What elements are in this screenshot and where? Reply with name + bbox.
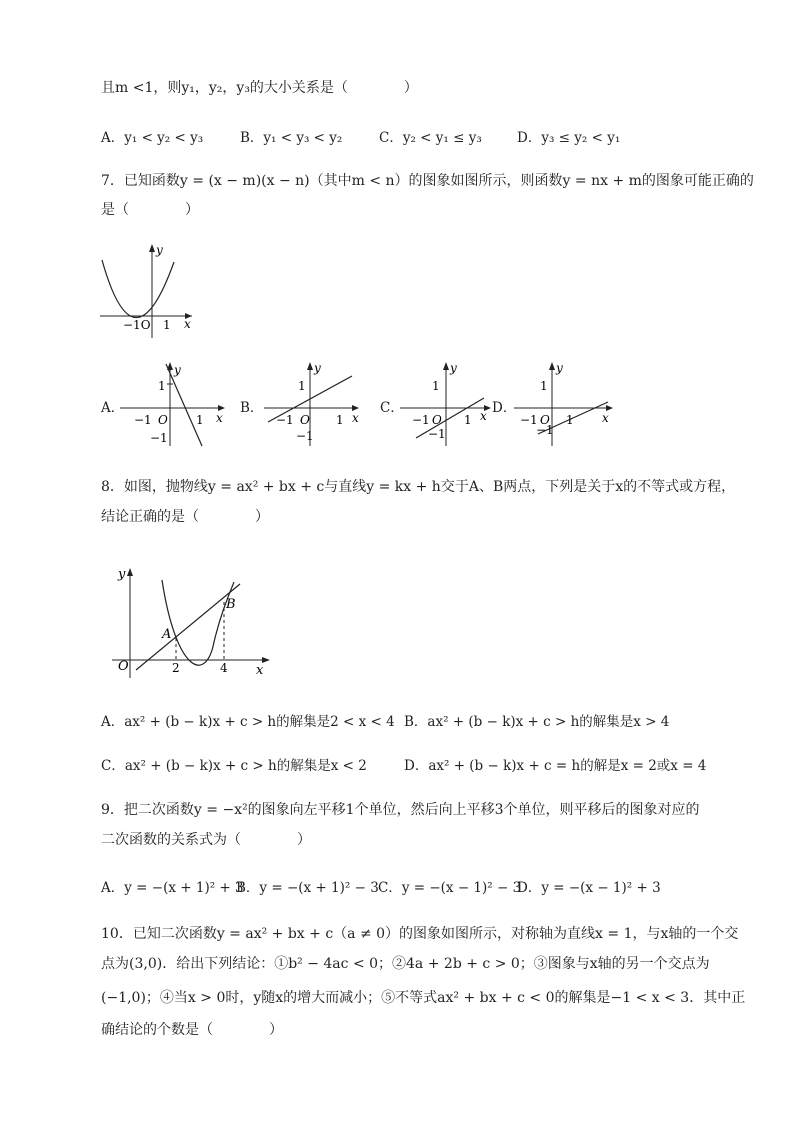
parabola-curve	[162, 580, 234, 665]
q7-option-c-letter: C．	[380, 400, 404, 416]
q7-option-d-letter: D．	[492, 400, 517, 416]
q8-option-c: C．ax² + (b − k)x + c > h的解集是x < 2	[101, 758, 367, 774]
svg-text:1: 1	[432, 379, 440, 393]
q8-stem-line2: 结论正确的是（ ）	[101, 509, 269, 525]
svg-text:1: 1	[540, 379, 548, 393]
svg-text:−1: −1	[150, 431, 168, 445]
svg-text:y: y	[450, 361, 457, 375]
svg-text:O: O	[158, 413, 168, 427]
svg-text:1: 1	[298, 379, 306, 393]
svg-text:x: x	[352, 411, 359, 425]
q7-option-a-letter: A．	[101, 400, 125, 416]
svg-text:x: x	[216, 411, 223, 425]
q9-stem-line1: 9．把二次函数y = −x²的图象向左平移1个单位，然后向上平移3个单位，则平移后的图象对应的	[101, 802, 700, 818]
svg-text:O: O	[540, 413, 550, 427]
origin-label: O	[118, 659, 129, 674]
svg-text:−1: −1	[536, 423, 554, 437]
svg-text:x: x	[602, 411, 609, 425]
q9-stem-line2: 二次函数的关系式为（ ）	[101, 832, 311, 848]
q10-line2: 点为(3,0)．给出下列结论：①b² − 4ac < 0；②4a + 2b + c > 0；③图象与x轴的另一个交点为	[101, 956, 710, 972]
q10-line3: (−1,0)；④当x > 0时，y随x的增大而减小；⑤不等式ax² + bx + c < 0的解集是−1 < x < 3．其中正	[101, 990, 746, 1006]
q8-option-d: D．ax² + (b − k)x + c = h的解是x = 2或x = 4	[404, 758, 707, 774]
svg-text:−1: −1	[134, 413, 152, 427]
svg-text:O: O	[432, 413, 442, 427]
q7-option-c-graph	[398, 358, 498, 448]
svg-text:−1: −1	[276, 413, 294, 427]
q8-figure	[110, 562, 275, 680]
q7-option-b-letter: B．	[240, 400, 264, 416]
parabola-curve	[102, 260, 174, 318]
y-label: y	[156, 243, 163, 257]
point-b-label: B	[226, 597, 236, 612]
svg-text:−1: −1	[296, 429, 314, 443]
y-axis-arrow	[149, 244, 155, 252]
svg-text:y: y	[174, 363, 181, 377]
q6-stem: 且m <1，则y₁，y₂，y₃的大小关系是（ ）	[101, 80, 418, 96]
svg-text:1: 1	[336, 413, 344, 427]
q8-option-a: A．ax² + (b − k)x + c > h的解集是2 < x < 4	[101, 714, 395, 730]
y-label: y	[118, 567, 126, 582]
q8-option-b: B．ax² + (b − k)x + c > h的解集是x > 4	[404, 714, 670, 730]
q7-option-b-graph	[262, 358, 362, 448]
svg-text:−1: −1	[428, 427, 446, 441]
q7-option-a-graph	[118, 358, 228, 448]
x-label: x	[256, 663, 264, 678]
svg-text:x: x	[480, 409, 487, 423]
q7-stem-line1: 7．已知函数y = (x − m)(x − n)（其中m < n）的图象如图所示，则函数y = nx + m的图象可能正确的	[101, 173, 754, 189]
x-label: x	[184, 317, 191, 331]
q6-option-c: C．y₂ < y₁ ≤ y₃	[379, 130, 482, 146]
q9-option-a: A．y = −(x + 1)² + 3	[101, 880, 244, 896]
svg-text:1: 1	[196, 413, 204, 427]
q6-option-a: A．y₁ < y₂ < y₃	[101, 130, 204, 146]
q6-option-b: B．y₁ < y₃ < y₂	[240, 130, 343, 146]
svg-text:y: y	[314, 361, 321, 375]
q6-option-d: D．y₃ ≤ y₂ < y₁	[517, 130, 621, 146]
q7-parabola-figure	[96, 240, 196, 340]
q9-option-d: D．y = −(x − 1)² + 3	[517, 880, 661, 896]
svg-text:O: O	[300, 413, 310, 427]
line-graph	[166, 364, 202, 446]
tick-4: 4	[220, 661, 228, 675]
svg-text:1: 1	[158, 379, 166, 393]
q9-option-b: B．y = −(x + 1)² − 3	[236, 880, 379, 896]
q10-line1: 10．已知二次函数y = ax² + bx + c（a ≠ 0）的图象如图所示，对称轴为直线x = 1，与x轴的一个交	[101, 926, 739, 942]
q8-stem-line1: 8．如图，抛物线y = ax² + bx + c与直线y = kx + h交于A、B两点，下列是关于x的不等式或方程，	[101, 479, 736, 495]
tick-1: 1	[163, 318, 171, 332]
q9-option-c: C．y = −(x − 1)² − 3	[378, 880, 522, 896]
q10-line4: 确结论的个数是（ ）	[101, 1022, 283, 1038]
tick-2: 2	[172, 661, 180, 675]
q7-stem-line2: 是（ ）	[101, 202, 199, 218]
tick-neg1-origin: −1O	[123, 318, 151, 332]
svg-text:−1: −1	[520, 413, 538, 427]
q7-option-d-graph	[512, 358, 618, 448]
svg-text:1: 1	[464, 413, 472, 427]
svg-text:1: 1	[566, 413, 574, 427]
point-a-label: A	[162, 627, 172, 642]
svg-text:y: y	[556, 361, 563, 375]
svg-text:−1: −1	[412, 413, 430, 427]
